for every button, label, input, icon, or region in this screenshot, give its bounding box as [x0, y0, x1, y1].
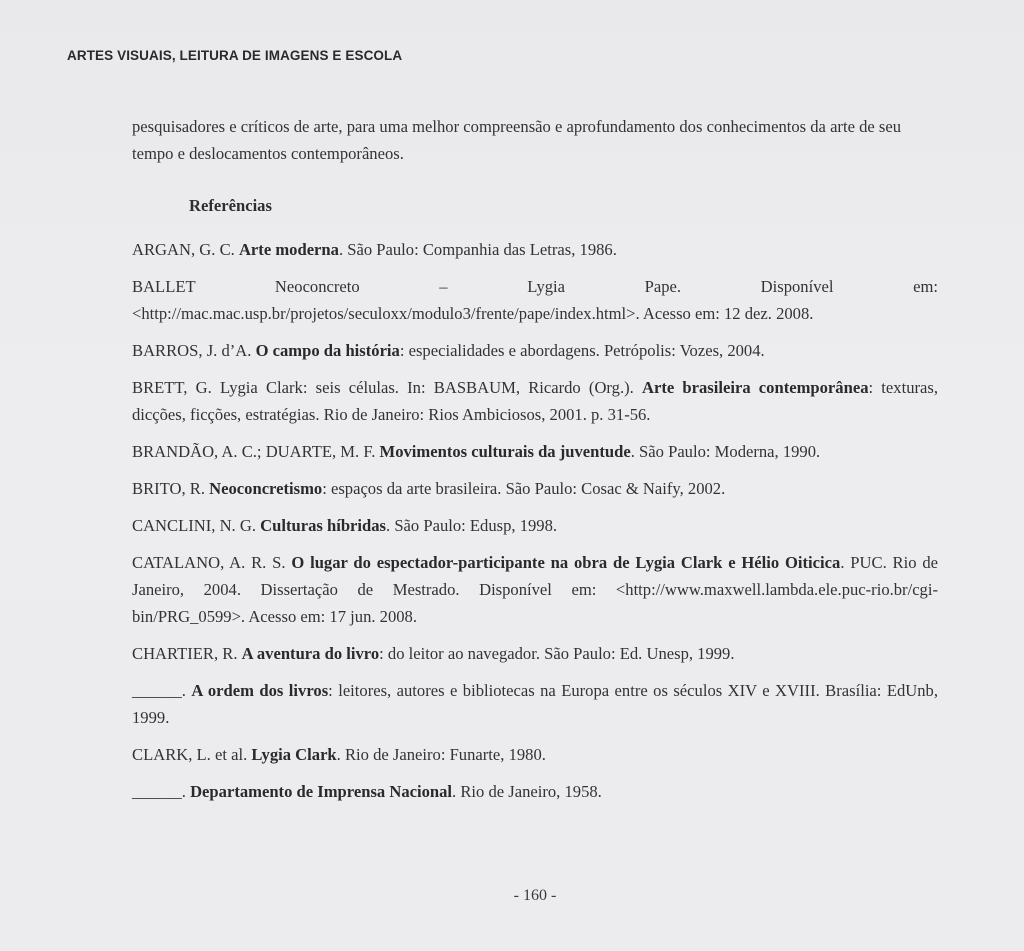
reference-entry	[132, 741, 938, 768]
reference-text: CANCLINI, N. G.	[132, 516, 261, 535]
reference-title: A ordem dos livros	[191, 681, 329, 700]
reference-title: Culturas híbridas	[260, 516, 387, 535]
references-heading: Referências	[189, 196, 272, 215]
reference-text: : especialidades e abordagens. Petrópolis: Vozes, 2004.	[399, 341, 765, 360]
reference-entry	[132, 677, 938, 731]
reference-text: . São Paulo: Edusp, 1998.	[386, 516, 558, 535]
reference-entry	[132, 640, 938, 667]
reference-text: ARGAN, G. C.	[132, 240, 239, 259]
reference-text: : texturas, dicções, ficções, estratégias. Rio de Janeiro: Rios Ambiciosos, 2001. p. 31-56.	[132, 378, 938, 424]
reference-text: . São Paulo: Companhia das Letras, 1986.	[338, 240, 617, 259]
reference-title: Lygia Clark	[251, 745, 337, 764]
reference-text: BRITO, R.	[132, 479, 210, 498]
reference-text: BALLET Neoconcreto – Lygia Pape. Disponível em: <http://mac.mac.usp.br/projetos/seculoxx/modulo3/frente/pape/index.html>. Acesso em: 12 dez. 2008.	[132, 277, 938, 323]
reference-text: . Rio de Janeiro: Funarte, 1980.	[336, 745, 546, 764]
reference-text: . São Paulo: Moderna, 1990.	[630, 442, 821, 461]
reference-text: : espaços da arte brasileira. São Paulo: Cosac & Naify, 2002.	[322, 479, 726, 498]
reference-text: BARROS, J. d’A.	[132, 341, 256, 360]
reference-title: A aventura do livro	[241, 644, 380, 663]
reference-title: Departamento de Imprensa Nacional	[190, 782, 453, 801]
reference-text: ______.	[132, 782, 191, 801]
reference-text: . PUC. Rio de Janeiro, 2004. Dissertação de Mestrado. Disponível em: <http://www.maxwell.lambda.ele.puc-rio.br/cgi-bin/PRG_0599>. Acesso em: 17 jun. 2008.	[132, 553, 939, 626]
reference-title: Movimentos culturais da juventude	[379, 442, 631, 461]
reference-title: O campo da história	[255, 341, 400, 360]
reference-title: Neoconcretismo	[209, 479, 323, 498]
reference-text: : do leitor ao navegador. São Paulo: Ed. Unesp, 1999.	[379, 644, 735, 663]
reference-entry	[132, 438, 938, 465]
reference-text: . Rio de Janeiro, 1958.	[452, 782, 602, 801]
running-header: ARTES VISUAIS, LEITURA DE IMAGENS E ESCOLA	[67, 48, 403, 63]
reference-entry	[132, 236, 938, 263]
reference-title: O lugar do espectador-participante na obra de Lygia Clark e Hélio Oiticica	[291, 553, 841, 572]
reference-text: BRANDÃO, A. C.; DUARTE, M. F.	[132, 442, 380, 461]
reference-text: ______.	[132, 681, 192, 700]
reference-entry	[132, 549, 938, 630]
reference-entry	[132, 374, 938, 428]
intro-paragraph: pesquisadores e críticos de arte, para uma melhor compreensão e aprofundamento dos conhecimentos da arte de seu tempo e deslocamentos contemporâneos.	[132, 117, 902, 163]
reference-text: : leitores, autores e bibliotecas na Europa entre os séculos XIV e XVIII. Brasília: EdUnb, 1999.	[132, 681, 939, 727]
reference-title: Arte moderna	[238, 240, 339, 259]
reference-title: Arte brasileira contemporânea	[641, 378, 869, 397]
reference-entry	[132, 512, 938, 539]
reference-entry	[132, 778, 938, 805]
reference-entry	[132, 475, 938, 502]
references-list	[132, 236, 938, 815]
page-number: - 160 -	[513, 887, 557, 904]
reference-text: CHARTIER, R.	[132, 644, 242, 663]
reference-text: BRETT, G. Lygia Clark: seis células. In: BASBAUM, Ricardo (Org.).	[132, 378, 642, 397]
reference-entry	[132, 337, 938, 364]
reference-text: CLARK, L. et al.	[132, 745, 252, 764]
reference-entry	[132, 273, 938, 327]
reference-text: CATALANO, A. R. S.	[132, 553, 292, 572]
